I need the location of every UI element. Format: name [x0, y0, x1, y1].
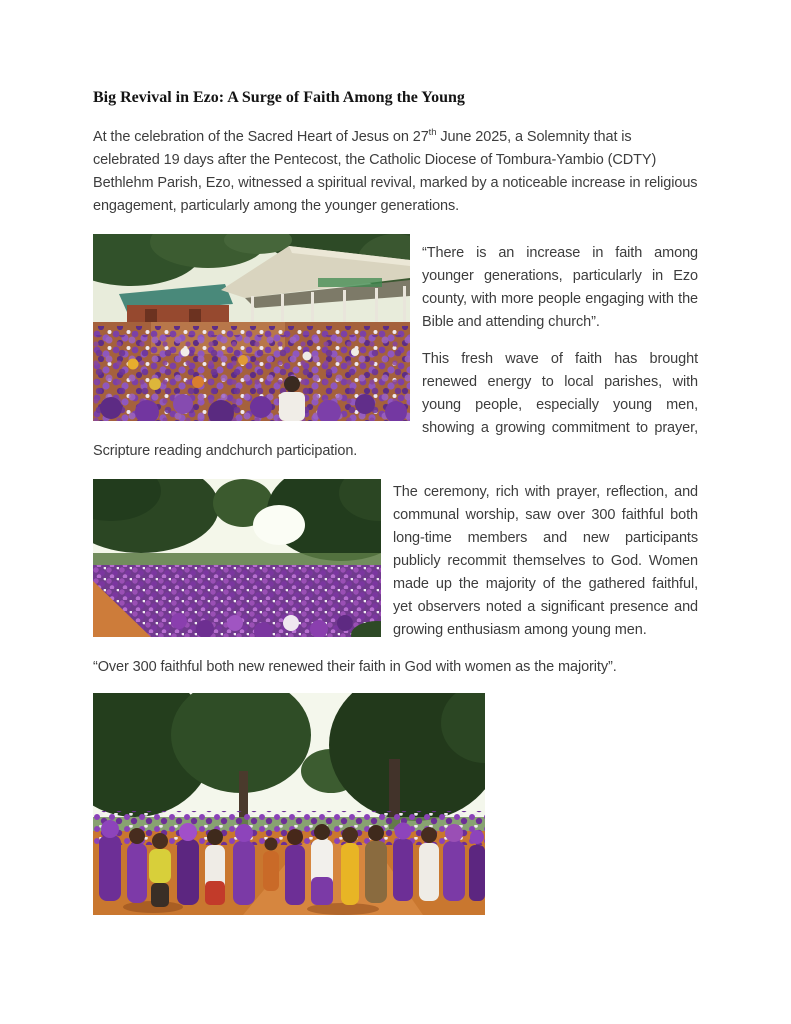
quote-paragraph-1: “There is an increase in faith among younger generations, particularly in Ezo county, with more people engaging with the Bible and attending church”.: [422, 245, 698, 330]
photo1-image: [93, 234, 410, 421]
photo-congregation-trees: [93, 479, 381, 637]
section-photo1: [93, 232, 698, 477]
photo3-image: [93, 693, 485, 915]
photo-standing-crowd: [93, 693, 698, 920]
ordinal-superscript: th: [428, 127, 437, 139]
intro-part2: June 2025, a Solemnity that is celebrated 19 days after the Pentecost, the Catholic Diocese of Tombura-Yambio (CDTY) Bethlehm Parish, Ezo, witnessed a spiritual revival, marked by a noticeable increase in religious engagement, particularly among the younger generations.: [93, 129, 698, 214]
standing-figures: [99, 820, 485, 915]
photo-pavilion-crowd: [93, 234, 410, 421]
article-title: Big Revival in Ezo: A Surge of Faith Among the Young: [93, 89, 465, 106]
photo2-image: [93, 479, 381, 637]
paragraph-fresh-wave: This fresh wave of faith has brought renewed energy to local parishes, with young people, especially young men, showing a growing commitment to prayer, Scripture reading andchurch participation.: [93, 351, 698, 459]
paragraph-ceremony: The ceremony, rich with prayer, reflection, and communal worship, saw over 300 faithful both long-time members and new participants publicly recommit themselves to God. Women made up the majority of the gathered faithful, yet observers noted a significant presence and growing enthusiasm among young men.: [393, 484, 698, 638]
intro-paragraph: [93, 126, 698, 218]
intro-part1: At the celebration of the Sacred Heart of Jesus on 27: [93, 129, 429, 145]
section-photo2: [93, 477, 698, 656]
quote-paragraph-2: “Over 300 faithful both new renewed their faith in God with women as the majority”.: [93, 659, 617, 675]
